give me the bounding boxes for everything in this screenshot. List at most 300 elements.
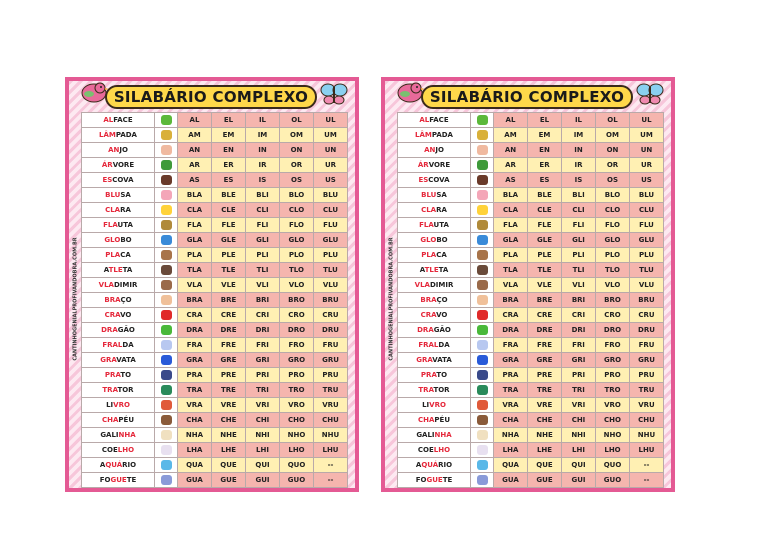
word-part: TOR [117,386,134,394]
syllable-cell: PRE [212,368,246,383]
word-part: A [419,266,425,274]
word-part: PADA [431,131,453,139]
bowtie-icon [477,355,488,365]
picture-cell [471,188,494,203]
table-row [398,158,664,173]
syllable-cell: PLE [212,248,246,263]
syllable-cell: FRA [178,338,212,353]
word-cell [398,413,471,428]
syllable-cell: CHE [528,413,562,428]
syllable-cell: CHA [178,413,212,428]
word-highlight: PLA [105,251,121,259]
word-part: UTA [433,221,449,229]
butterfly-icon [635,79,665,109]
syllable-cell: TLI [562,263,596,278]
word-cell [398,458,471,473]
word-highlight: PRA [420,371,437,379]
syllable-cell: PLI [562,248,596,263]
word-part: GALI [416,431,435,439]
syllable-cell: BRI [246,293,280,308]
syllable-cell: BLO [596,188,630,203]
picture-cell [471,113,494,128]
syllable-cell: TRA [494,383,528,398]
table-row [398,353,664,368]
syllable-cell: VLE [528,278,562,293]
syllable-cell: VLU [630,278,664,293]
word-cell [82,248,155,263]
word-part: RIO [122,461,137,469]
word-highlight: VLA [414,281,430,289]
word-highlight: GRA [100,356,117,364]
syllable-cell: BRU [630,293,664,308]
syllable-cell: PLO [596,248,630,263]
syllable-cell: QUO [596,458,630,473]
word-part: GÃO [433,326,451,334]
syllable-cell: -- [314,473,348,488]
word-highlight: NHA [434,431,452,439]
hat-icon [161,415,172,425]
syllable-cell: OS [596,173,630,188]
word-part: VORE [428,161,451,169]
carnation-icon [161,310,172,320]
syllable-cell: OM [280,128,314,143]
syllable-cell: TRA [178,383,212,398]
word-highlight: BRA [104,296,121,304]
syllable-cell: AS [494,173,528,188]
syllable-cell: DRU [314,323,348,338]
syllable-cell: UR [630,158,664,173]
picture-cell [155,218,178,233]
syllable-cell: UR [314,158,348,173]
word-part: FO [99,476,111,484]
syllable-cell: OS [280,173,314,188]
word-part: CA [436,251,447,259]
carnation-icon [477,310,488,320]
syllable-cell: CRE [212,308,246,323]
syllable-cell: GRO [596,353,630,368]
hat-icon [477,415,488,425]
person-icon [161,280,172,290]
person-icon [477,280,488,290]
word-part: FACE [113,116,133,124]
word-highlight: AL [103,116,114,124]
syllable-cell: IS [562,173,596,188]
syllable-cell: PRU [314,368,348,383]
word-cell [398,308,471,323]
word-highlight: CLA [105,206,121,214]
word-part: TOR [433,386,450,394]
syllable-cell: CHO [596,413,630,428]
syllable-cell: CRI [246,308,280,323]
word-cell [398,143,471,158]
shirt-icon [477,190,488,200]
lamp-icon [161,130,172,140]
syllable-cell: GUA [494,473,528,488]
syllable-cell: GUI [562,473,596,488]
aquarium-icon [161,460,172,470]
syllable-cell: NHU [314,428,348,443]
word-highlight: TLE [108,266,123,274]
picture-cell [155,368,178,383]
syllable-cell: TLO [596,263,630,278]
lettuce-icon [161,115,172,125]
syllable-cell: AR [178,158,212,173]
syllable-cell: FLO [280,218,314,233]
side-credit: CANTINHOGENIALPROFIVANDOBRA.COM.BR [389,237,395,361]
word-cell [82,458,155,473]
syllable-cell: DRA [494,323,528,338]
syllable-cell: FLA [178,218,212,233]
syllable-cell: BLU [630,188,664,203]
word-highlight: CLA [421,206,437,214]
table-row [398,173,664,188]
syllable-cell: PLE [528,248,562,263]
syllable-cell: VRA [178,398,212,413]
word-part: JO [435,146,444,154]
word-part: DA [122,341,134,349]
syllable-cell: CHU [630,413,664,428]
syllable-cell: CHE [212,413,246,428]
word-cell [82,293,155,308]
syllable-cell: LHA [494,443,528,458]
word-part: BO [120,236,132,244]
side-credit: CANTINHOGENIALPROFIVANDOBRA.COM.BR [73,237,79,361]
syllable-cell: BRO [596,293,630,308]
picture-cell [471,143,494,158]
syllable-cell: FLE [212,218,246,233]
syllable-cell: VRE [212,398,246,413]
syllable-cell: DRO [280,323,314,338]
word-cell [82,308,155,323]
word-cell [398,113,471,128]
syllable-cell: ES [212,173,246,188]
word-cell [82,473,155,488]
word-highlight: NHA [118,431,136,439]
title-banner [105,85,317,109]
syllable-cell: LHU [630,443,664,458]
syllable-cell: GRE [528,353,562,368]
picture-cell [155,308,178,323]
word-cell [82,143,155,158]
picture-cell [155,143,178,158]
syllable-cell: LHO [596,443,630,458]
table-row [398,458,664,473]
table-row [82,173,348,188]
syllable-cell: GUA [178,473,212,488]
syllable-cell: NHO [596,428,630,443]
word-highlight: CRA [420,311,437,319]
picture-cell [471,203,494,218]
syllable-cell: AN [178,143,212,158]
hen-icon [477,430,488,440]
syllable-cell: DRI [562,323,596,338]
picture-cell [471,323,494,338]
word-part: UTA [117,221,133,229]
word-part: LI [422,401,430,409]
book-icon [161,400,172,410]
syllable-cell: EM [528,128,562,143]
syllable-cell: VRA [494,398,528,413]
angel-icon [161,145,172,155]
syllable-cell: CLU [314,203,348,218]
word-part: DIMIR [113,281,138,289]
word-highlight: TRA [418,386,434,394]
syllable-cell: QUA [178,458,212,473]
syllable-cell: ON [596,143,630,158]
table-row [398,443,664,458]
syllable-cell: BLU [314,188,348,203]
syllable-cell: IM [246,128,280,143]
word-highlight: BLU [421,191,437,199]
word-part: ÇO [436,296,448,304]
syllable-cell: FRA [494,338,528,353]
table-row [82,218,348,233]
syllable-cell: FLI [562,218,596,233]
word-highlight: AN [424,146,436,154]
syllable-cell: LHE [212,443,246,458]
word-part: JO [119,146,128,154]
syllable-cell: FRE [212,338,246,353]
shirt-icon [161,190,172,200]
word-part: COE [417,446,434,454]
word-cell [82,128,155,143]
syllable-cell: NHI [562,428,596,443]
syllable-cell: OR [596,158,630,173]
table-row [82,113,348,128]
table-row [398,398,664,413]
syllable-cell: TLO [280,263,314,278]
syllable-cell: NHA [494,428,528,443]
word-part: PÉU [434,416,451,424]
syllable-cell: PLI [246,248,280,263]
word-part: GÃO [117,326,135,334]
syllable-cell: UM [630,128,664,143]
table-row [82,308,348,323]
syllable-cell: CLA [178,203,212,218]
syllabary-card-right [381,77,675,492]
table-row [82,143,348,158]
syllable-cell: GLE [212,233,246,248]
syllable-cell: CLO [280,203,314,218]
syllable-cell: PRI [246,368,280,383]
syllable-cell: AR [494,158,528,173]
syllable-cell: GUO [596,473,630,488]
word-part: ÇO [120,296,132,304]
syllable-cell: VRO [596,398,630,413]
syllable-cell: VLA [494,278,528,293]
diaper-icon [477,340,488,350]
syllable-cell: CLE [528,203,562,218]
syllable-cell: OM [596,128,630,143]
word-cell [398,173,471,188]
syllable-cell: FLE [528,218,562,233]
word-part: GALI [100,431,119,439]
syllable-cell: DRI [246,323,280,338]
table-row [82,203,348,218]
dragon-icon [161,325,172,335]
syllable-cell: LHE [528,443,562,458]
athlete-icon [477,265,488,275]
word-highlight: ÁR [101,161,113,169]
table-row [398,143,664,158]
table-row [398,413,664,428]
syllable-cell: TLU [314,263,348,278]
syllable-cell: BLE [528,188,562,203]
word-highlight: AL [419,116,430,124]
rocket-icon [161,475,172,485]
syllable-cell: OR [280,158,314,173]
syllable-cell: TLI [246,263,280,278]
syllable-cell: QUE [528,458,562,473]
syllable-cell: NHI [246,428,280,443]
syllable-cell: PRA [494,368,528,383]
syllable-cell: EL [212,113,246,128]
word-cell [398,203,471,218]
syllable-cell: GRO [280,353,314,368]
syllable-cell: GUE [212,473,246,488]
syllable-cell: FRE [528,338,562,353]
syllable-cell: PLO [280,248,314,263]
word-part: A [415,461,422,469]
syllable-cell: ON [280,143,314,158]
syllable-cell: BRU [314,293,348,308]
brush-icon [477,175,488,185]
syllable-cell: CLE [212,203,246,218]
egg-icon [477,205,488,215]
hen-icon [161,430,172,440]
syllable-cell: -- [630,458,664,473]
word-part: A [99,461,106,469]
word-part: COE [101,446,118,454]
syllable-cell: VLU [314,278,348,293]
word-cell [398,353,471,368]
syllable-cell: BLA [178,188,212,203]
syllable-cell: IN [246,143,280,158]
syllable-cell: PRO [596,368,630,383]
word-cell [398,218,471,233]
syllable-cell: CLO [596,203,630,218]
picture-cell [155,323,178,338]
syllable-cell: TLE [528,263,562,278]
athlete-icon [161,265,172,275]
word-highlight: GLO [104,236,121,244]
word-part: TE [126,476,137,484]
syllable-cell: TRE [528,383,562,398]
picture-cell [471,443,494,458]
word-highlight: FLA [419,221,434,229]
picture-cell [471,353,494,368]
syllable-cell: BLI [246,188,280,203]
word-cell [82,428,155,443]
syllable-cell: ES [528,173,562,188]
word-part: RIO [438,461,453,469]
syllable-cell: NHU [630,428,664,443]
syllable-cell: LHU [314,443,348,458]
syllable-cell: BRA [494,293,528,308]
syllable-cell: GLO [280,233,314,248]
word-cell [398,128,471,143]
word-cell [82,413,155,428]
flute-icon [477,220,488,230]
word-part: VO [120,311,132,319]
globe-icon [161,235,172,245]
syllable-cell: BRE [212,293,246,308]
syllable-cell: VRU [314,398,348,413]
aquarium-icon [477,460,488,470]
syllable-cell: IM [562,128,596,143]
table-row [82,188,348,203]
syllable-cell: DRA [178,323,212,338]
word-highlight: DRA [101,326,118,334]
table-row [82,398,348,413]
word-highlight: VLA [98,281,114,289]
word-cell [398,263,471,278]
syllable-cell: FRU [630,338,664,353]
table-row [398,383,664,398]
butterfly-icon [319,79,349,109]
syllable-cell: CHO [280,413,314,428]
syllable-cell: FRU [314,338,348,353]
syllable-cell: GRA [494,353,528,368]
picture-cell [471,383,494,398]
syllable-cell: EN [528,143,562,158]
word-part: VATA [116,356,136,364]
syllable-cell: GUE [528,473,562,488]
tractor-icon [161,385,172,395]
word-part: TA [438,266,449,274]
table-row [82,353,348,368]
word-part: PADA [115,131,137,139]
table-row [82,128,348,143]
word-highlight: DRA [417,326,434,334]
picture-cell [155,248,178,263]
word-cell [398,158,471,173]
syllable-cell: TRO [596,383,630,398]
table-row [398,263,664,278]
picture-cell [155,128,178,143]
syllable-cell: VRI [562,398,596,413]
word-cell [398,443,471,458]
picture-cell [471,278,494,293]
syllable-cell: IL [246,113,280,128]
syllable-cell: TLA [178,263,212,278]
syllable-cell: ER [212,158,246,173]
picture-cell [471,398,494,413]
table-row [398,308,664,323]
word-cell [82,353,155,368]
syllable-cell: VRE [528,398,562,413]
word-cell [398,233,471,248]
word-part: VORE [112,161,135,169]
word-part: COVA [112,176,134,184]
syllable-cell: UL [630,113,664,128]
word-highlight: BLU [105,191,121,199]
syllable-cell: CHU [314,413,348,428]
picture-cell [155,473,178,488]
syllable-cell: TRO [280,383,314,398]
syllabary-card-left [65,77,359,492]
syllable-cell: PLU [314,248,348,263]
syllable-cell: PRI [562,368,596,383]
syllable-cell: US [630,173,664,188]
word-cell [82,338,155,353]
word-highlight: LÂM [99,131,116,139]
syllable-cell: GRI [562,353,596,368]
picture-cell [155,173,178,188]
table-row [82,263,348,278]
picture-cell [155,443,178,458]
word-part: TE [442,476,453,484]
